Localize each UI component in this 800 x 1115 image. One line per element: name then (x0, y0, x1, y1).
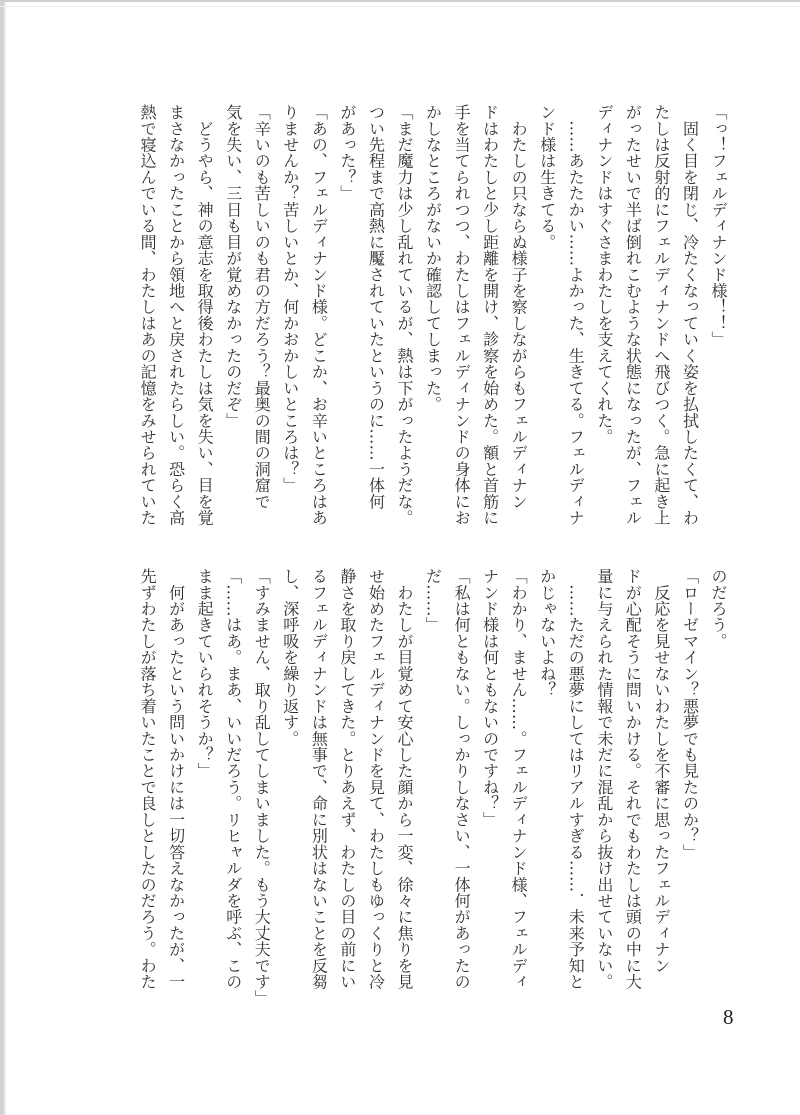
text-column: ンド様は生きてる。 (537, 104, 557, 250)
text-column: 静さを取り戻してきた。とりあえず、わたしの目の前にい (337, 568, 357, 990)
page-edge-left-inner (4, 0, 6, 1115)
text-column: たしは反射的にフェルディナンドへ飛びつく。急に起き上 (651, 104, 671, 526)
text-column: 気を失い、三日も目が覚めなかったのだぞ」 (223, 104, 243, 429)
text-column: だ……」 (423, 568, 443, 633)
page-edge-top-inner (0, 6, 800, 7)
text-column: せ始めたフェルディナンドを見て、わたしもゆっくりと冷 (366, 568, 386, 990)
text-column: 「すみません、取り乱してしまいました。もう大丈夫です」 (252, 568, 272, 1006)
text-column: ナンド様は何ともないのですね？」 (480, 568, 500, 828)
text-column: つい先程まで高熱に魘されていたというのに……一体何 (366, 104, 386, 510)
text-column: ドが心配そうに問いかける。それでもわたしは頭の中に大 (623, 568, 643, 990)
text-column: 何があったという問いかけには一切答えなかったが、一 (166, 568, 186, 990)
text-column: ドはわたしと少し距離を開け、診察を始めた。額と首筋に (480, 104, 500, 526)
text-column: りませんか？苦しいとか、何かおかしいところは？」 (280, 104, 300, 494)
text-column: のだろう。 (709, 568, 728, 650)
text-column: し、深呼吸を繰り返す。 (280, 568, 300, 747)
page-number: 8 (723, 1005, 734, 1029)
text-column: 「あの、フェルディナンド様。どこか、お辛いところはあ (309, 104, 329, 526)
page-edge-top (0, 0, 800, 2)
text-column: 固く目を閉じ、冷たくなっていく姿を払拭したくて、わ (680, 104, 700, 526)
text-column: 手を当てられつつ、わたしはフェルディナンドの身体にお (452, 104, 472, 526)
text-column: 「……はあ。まあ、いいだろう。リヒャルダを呼ぶ、この (223, 568, 243, 990)
upper-text-section (132, 104, 732, 536)
text-column: かじゃないよね？ (537, 568, 557, 698)
text-column: わたしが目覚めて安心した顔から一変、徐々に焦りを見 (394, 568, 414, 990)
text-column: 「私は何ともない。しっかりしなさい、一体何があったの (452, 568, 472, 990)
text-column: かしなところがないか確認してしまった。 (423, 104, 443, 413)
lower-text-section (132, 568, 732, 1006)
text-column: がったせいで半ば倒れこむような状態になったが、フェル (623, 104, 643, 526)
text-column: 「っ！フェルディナンド様！！」 (709, 104, 728, 348)
text-column: ディナンドはすぐさまわたしを支えてくれた。 (594, 104, 614, 445)
text-column: 「わかり、ません……。フェルディナンド様、フェルディ (509, 568, 529, 990)
text-column: 「ローゼマイン？悪夢でも見たのか？」 (680, 568, 700, 860)
text-column: 反応を見せないわたしを不審に思ったフェルディナン (651, 568, 671, 974)
text-column: まさなかったことから領地へと戻されたらしい。恐らく高 (166, 104, 186, 526)
text-column: まま起きていられそうか？」 (195, 568, 215, 779)
text-column: わたしの只ならぬ様子を察しながらもフェルディナン (509, 104, 529, 510)
text-column: 「辛いのも苦しいのも君の方だろう？最奥の間の洞窟で (252, 104, 272, 510)
text-column: 「まだ魔力は少し乱れているが、熱は下がったようだな。 (394, 104, 414, 526)
text-column: ……あたたかい……よかった、生きてる。フェルディナ (566, 104, 586, 526)
text-column: 先ずわたしが落ち着いたことで良しとしたのだろう。わた (138, 568, 158, 990)
text-column: 量に与えられた情報で未だに混乱から抜け出せていない。 (594, 568, 614, 990)
text-column: があった？」 (337, 104, 357, 202)
text-column: ……ただの悪夢にしてはリアルすぎる……．未来予知と (566, 568, 586, 990)
text-column: るフェルディナンドは無事で、命に別状はないことを反芻 (309, 568, 329, 990)
text-column: どうやら、神の意志を取得後わたしは気を失い、目を覚 (195, 104, 215, 526)
text-column: 熱で寝込んでいる間、わたしはあの記憶をみせられていた (138, 104, 158, 526)
